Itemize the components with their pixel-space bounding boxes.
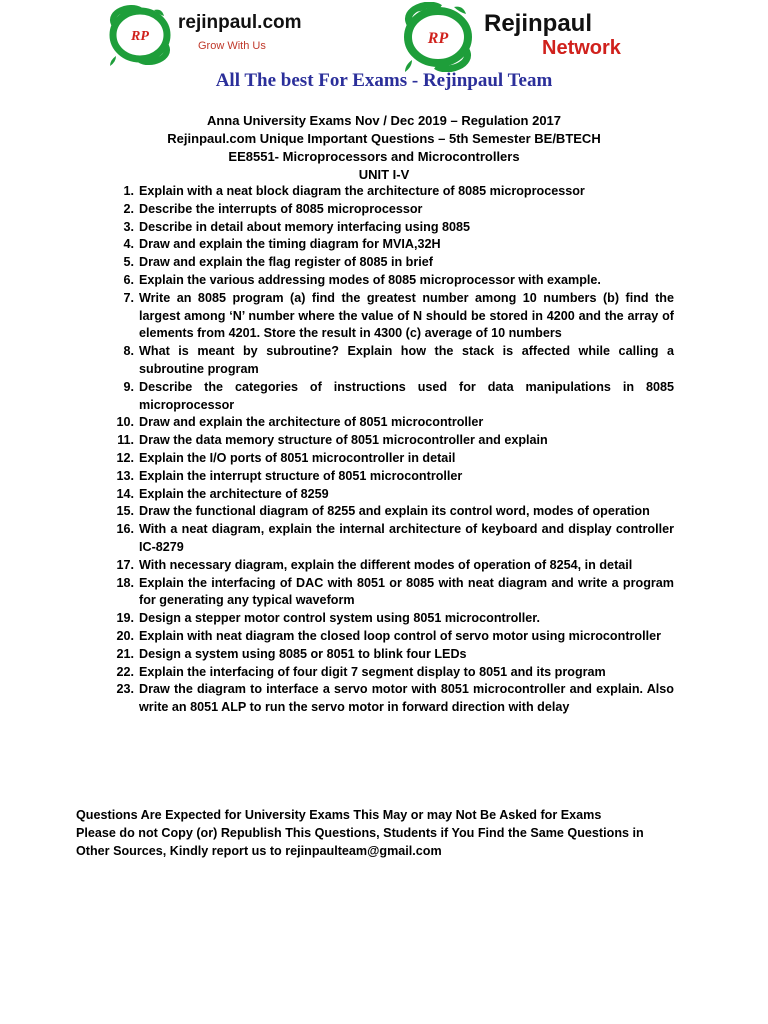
question-item — [112, 610, 674, 628]
banner-title: All The best For Exams - Rejinpaul Team — [215, 70, 553, 91]
question-number: 1. — [123, 184, 134, 198]
question-text: Draw the functional diagram of 8255 and explain its control word, modes of operation — [139, 504, 650, 519]
question-item — [112, 236, 674, 254]
site-name: rejinpaul.com — [178, 12, 302, 33]
question-text: Explain the various addressing modes of 8085 microprocessor with example. — [139, 272, 601, 287]
exam-subtitle: Rejinpaul.com Unique Important Questions – 5th Semester BE/BTECH — [167, 131, 601, 146]
rp-globe-icon — [100, 4, 180, 66]
rejinpaul-com-logo — [100, 4, 330, 66]
question-text: Write an 8085 program (a) find the greatest number among 10 numbers (b) find the largest among ‘N’ number where the value of N should be stored in 4200 and the array of elements from 4201. Store the result in 4300 (c) average of 10 numbers — [139, 290, 674, 341]
question-text: What is meant by subroutine? Explain how the stack is affected while calling a subroutine program — [139, 344, 674, 376]
question-item — [112, 681, 674, 717]
question-list — [112, 183, 674, 717]
question-number: 11. — [117, 433, 134, 448]
question-number: 13. — [116, 468, 134, 483]
question-number: 18. — [116, 575, 134, 590]
question-item — [112, 450, 674, 468]
question-text: With necessary diagram, explain the different modes of operation of 8254, in detail — [139, 557, 633, 572]
brand-network: Network — [542, 37, 621, 59]
question-item — [112, 183, 674, 201]
question-item — [112, 486, 674, 504]
question-item — [112, 290, 674, 343]
question-text: Explain with a neat block diagram the architecture of 8085 microprocessor — [139, 184, 585, 198]
question-item — [112, 503, 674, 521]
question-number: 19. — [116, 611, 134, 626]
footer-notice — [76, 807, 680, 860]
question-number: 14. — [116, 486, 134, 501]
question-text: Draw and explain the timing diagram for MVIA,32H — [139, 237, 441, 252]
question-text: Describe the interrupts of 8085 microprocessor — [139, 201, 423, 216]
question-number: 3. — [123, 219, 134, 234]
question-number: 6. — [123, 272, 134, 287]
question-text: Design a stepper motor control system using 8051 microcontroller. — [139, 611, 541, 626]
question-number: 12. — [116, 450, 134, 465]
question-item — [112, 628, 674, 646]
question-number: 5. — [123, 255, 134, 270]
question-text: Explain the architecture of 8259 — [139, 486, 329, 501]
question-item — [112, 521, 674, 557]
question-number: 17. — [116, 557, 134, 572]
question-item — [112, 254, 674, 272]
question-item — [112, 272, 674, 290]
question-number: 9. — [123, 379, 134, 394]
question-item — [112, 219, 674, 237]
question-item — [112, 664, 674, 682]
exam-title: Anna University Exams Nov / Dec 2019 – Regulation 2017 — [206, 113, 562, 128]
question-number: 8. — [123, 344, 134, 359]
question-number: 22. — [116, 664, 134, 679]
question-text: With a neat diagram, explain the internal architecture of keyboard and display controller IC-8279 — [139, 522, 674, 554]
question-number: 10. — [116, 415, 134, 430]
rejinpaul-network-logo — [392, 2, 642, 72]
rp-network-globe-icon — [392, 2, 484, 72]
question-number: 15. — [116, 504, 134, 519]
question-text: Explain the interfacing of DAC with 8051 or 8085 with neat diagram and write a program for generating any typical waveform — [139, 575, 674, 608]
question-item — [112, 201, 674, 219]
question-number: 2. — [123, 201, 134, 216]
svg-text:RP: RP — [427, 30, 449, 47]
question-number: 4. — [123, 237, 134, 252]
question-text: Draw and explain the architecture of 8051 microcontroller — [139, 415, 484, 430]
brand-name: Rejinpaul — [484, 10, 593, 37]
question-number: 16. — [116, 522, 134, 537]
question-number: 20. — [116, 628, 134, 643]
question-item — [112, 379, 674, 415]
question-item — [112, 343, 674, 379]
question-item — [112, 468, 674, 486]
tagline: Grow With Us — [198, 40, 266, 52]
svg-text:RP: RP — [131, 29, 149, 44]
question-number: 21. — [116, 646, 134, 661]
question-text: Describe the categories of instructions used for data manipulations in 8085 microprocessor — [139, 379, 674, 412]
question-item — [112, 646, 674, 664]
question-text: Draw the diagram to interface a servo motor with 8051 microcontroller and explain. Also write an 8051 ALP to run the servo motor in forward direction with delay — [139, 682, 674, 715]
question-text: Explain with neat diagram the closed loop control of servo motor using microcontroller — [139, 628, 662, 643]
question-text: Design a system using 8085 or 8051 to blink four LEDs — [139, 646, 467, 661]
footer-line-2: Please do not Copy (or) Republish This Questions, Students if You Find the Same Questions in Other Sources, Kindly report us to rejinpaulteam@gmail.com — [76, 825, 644, 858]
question-text: Explain the I/O ports of 8051 microcontroller in detail — [139, 450, 456, 465]
question-text: Draw and explain the flag register of 8085 in brief — [139, 255, 433, 270]
question-item — [112, 557, 674, 575]
question-text: Describe in detail about memory interfacing using 8085 — [139, 219, 471, 234]
question-text: Draw the data memory structure of 8051 microcontroller and explain — [139, 433, 548, 448]
question-item — [112, 432, 674, 450]
subject-title: EE8551- Microprocessors and Microcontrollers — [228, 149, 520, 164]
question-number: 23. — [116, 682, 134, 697]
unit-title: UNIT I-V — [358, 167, 410, 182]
footer-line-1: Questions Are Expected for University Exams This May or may Not Be Asked for Exams — [76, 808, 602, 822]
question-number: 7. — [123, 290, 134, 305]
question-item — [112, 575, 674, 611]
question-text: Explain the interrupt structure of 8051 microcontroller — [139, 468, 463, 483]
question-text: Explain the interfacing of four digit 7 segment display to 8051 and its program — [139, 664, 606, 679]
question-item — [112, 414, 674, 432]
